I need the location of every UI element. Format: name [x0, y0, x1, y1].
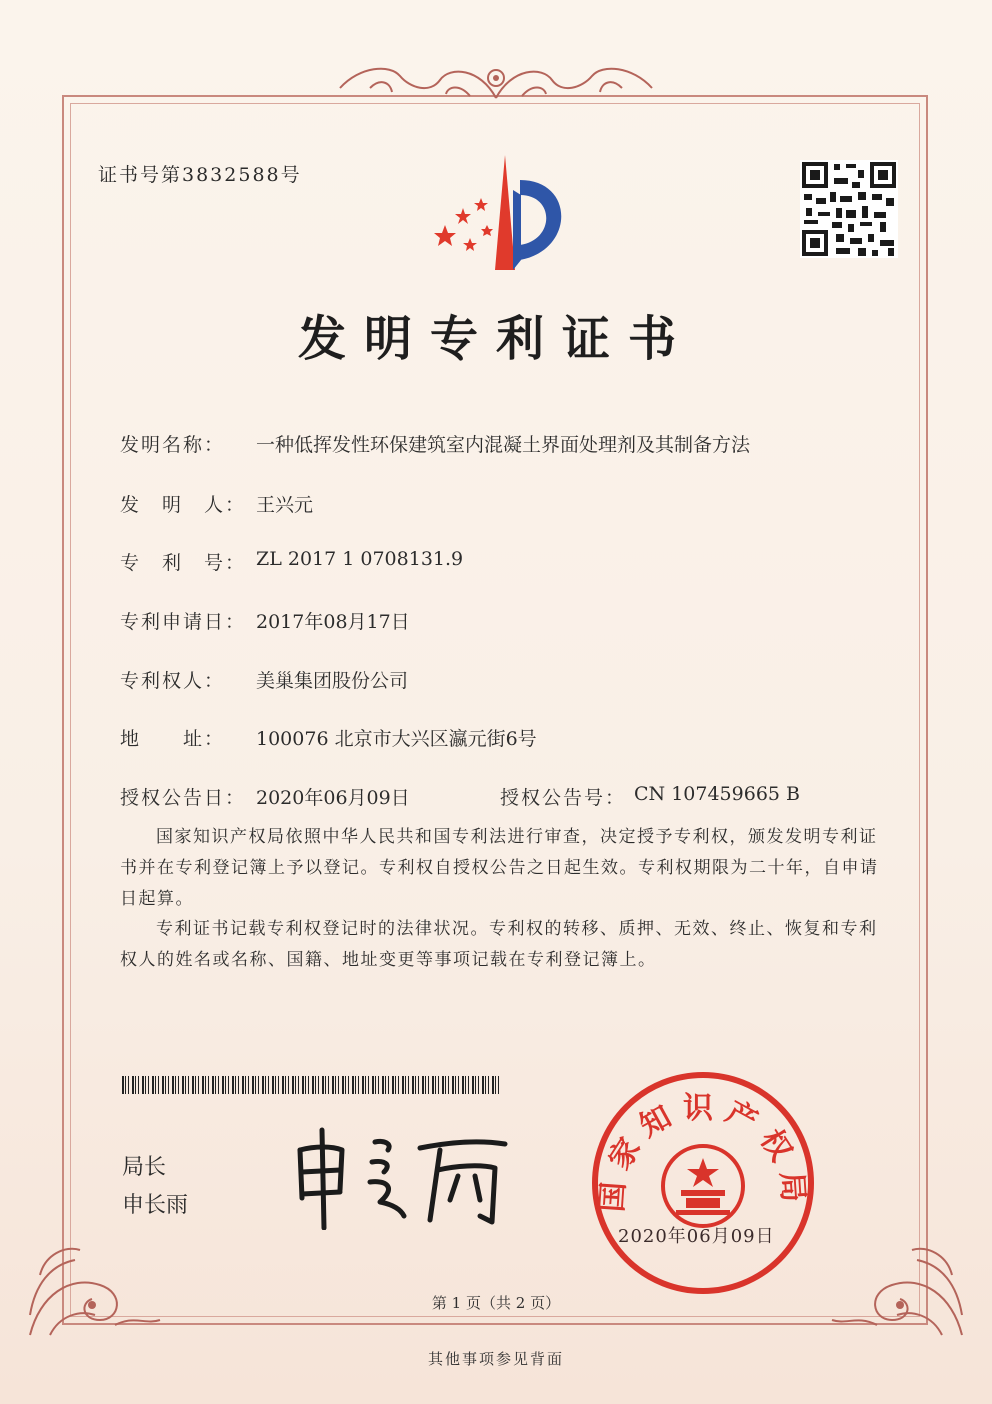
- barcode-bar: [292, 1076, 294, 1094]
- barcode-bar: [448, 1076, 449, 1094]
- seal-date: 2020年06月09日: [618, 1226, 775, 1247]
- barcode-bar: [422, 1076, 424, 1094]
- barcode-bar: [385, 1076, 386, 1094]
- barcode-bar: [218, 1076, 219, 1094]
- barcode-bar: [145, 1076, 146, 1094]
- barcode-bar: [158, 1076, 159, 1094]
- barcode-bar: [285, 1076, 286, 1094]
- barcode-bar: [498, 1076, 499, 1094]
- official-seal: [588, 1068, 818, 1298]
- barcode-bar: [155, 1076, 156, 1094]
- barcode-bar: [402, 1076, 404, 1094]
- field-value-address: 100076 北京市大兴区瀛元街6号: [256, 728, 537, 750]
- field-label-application-date: 专利申请日：: [120, 611, 247, 633]
- barcode-bar: [445, 1076, 446, 1094]
- barcode-bar: [322, 1076, 324, 1094]
- field-label-patentee: 专利权人：: [120, 670, 226, 692]
- barcode-bar: [468, 1076, 469, 1094]
- barcode-bar: [222, 1076, 224, 1094]
- barcode-bar: [255, 1076, 256, 1094]
- barcode-bar: [188, 1076, 189, 1094]
- footer-note: 其他事项参见背面: [427, 1350, 564, 1368]
- field-value-patent-number: ZL 2017 1 0708131.9: [256, 548, 464, 570]
- barcode-bar: [138, 1076, 139, 1094]
- barcode-bar: [372, 1076, 374, 1094]
- barcode-bar: [478, 1076, 479, 1094]
- barcode-bar: [152, 1076, 154, 1094]
- barcode-bar: [485, 1076, 486, 1094]
- barcode-bar: [305, 1076, 306, 1094]
- seal-text: 国家知识产权局: [594, 1091, 812, 1214]
- barcode-bar: [135, 1076, 136, 1094]
- barcode-bar: [432, 1076, 434, 1094]
- barcode-bar: [438, 1076, 439, 1094]
- field-label-inventor: 发 明 人：: [120, 494, 247, 516]
- barcode-bar: [162, 1076, 164, 1094]
- barcode-bar: [405, 1076, 406, 1094]
- field-value-grant-date: 2020年06月09日: [256, 787, 410, 809]
- certificate-number: 证书号第3832588号: [98, 164, 302, 186]
- barcode-bar: [362, 1076, 364, 1094]
- barcode-bar: [475, 1076, 476, 1094]
- barcode-bar: [358, 1076, 359, 1094]
- field-label-announcement-number: 授权公告号：: [500, 787, 627, 809]
- barcode-bar: [252, 1076, 254, 1094]
- barcode-bar: [198, 1076, 199, 1094]
- barcode-bar: [258, 1076, 259, 1094]
- barcode-bar: [418, 1076, 419, 1094]
- barcode-bar: [238, 1076, 239, 1094]
- field-value-announcement-number: CN 107459665 B: [634, 783, 800, 805]
- barcode-bar: [215, 1076, 216, 1094]
- barcode-bar: [352, 1076, 354, 1094]
- barcode-bar: [235, 1076, 236, 1094]
- barcode-bar: [178, 1076, 179, 1094]
- barcode-bar: [375, 1076, 376, 1094]
- director-name: 申长雨: [122, 1193, 189, 1218]
- barcode-bar: [128, 1076, 129, 1094]
- barcode-bar: [398, 1076, 399, 1094]
- barcode-bar: [472, 1076, 474, 1094]
- barcode-bar: [242, 1076, 244, 1094]
- barcode-bar: [382, 1076, 384, 1094]
- barcode-bar: [328, 1076, 329, 1094]
- barcode-bar: [492, 1076, 494, 1094]
- barcode-bar: [348, 1076, 349, 1094]
- statement-paragraph-2: 专利证书记载专利权登记时的法律状况。专利权的转移、质押、无效、终止、恢复和专利权人的姓名或名称、国籍、地址变更等事项记载在专利登记簿上。: [120, 919, 878, 970]
- barcode-bar: [208, 1076, 209, 1094]
- field-label-address: 地 址：: [120, 728, 226, 750]
- barcode-bar: [185, 1076, 186, 1094]
- corner-ornament-bottom-right: [822, 1215, 972, 1345]
- barcode-bar: [415, 1076, 416, 1094]
- barcode-bar: [165, 1076, 166, 1094]
- certificate-title: 发明专利证书: [297, 311, 694, 367]
- barcode-bar: [425, 1076, 426, 1094]
- field-label-grant-date: 授权公告日：: [120, 787, 247, 809]
- barcode-bar: [275, 1076, 276, 1094]
- barcode-bar: [272, 1076, 274, 1094]
- barcode-bar: [325, 1076, 326, 1094]
- barcode-bar: [365, 1076, 366, 1094]
- barcode-bar: [175, 1076, 176, 1094]
- barcode-bar: [342, 1076, 344, 1094]
- barcode-bar: [442, 1076, 444, 1094]
- barcode-bar: [355, 1076, 356, 1094]
- barcode-bar: [345, 1076, 346, 1094]
- director-signature: [280, 1120, 520, 1230]
- barcode-bar: [192, 1076, 194, 1094]
- barcode-bar: [288, 1076, 289, 1094]
- barcode-bar: [488, 1076, 489, 1094]
- field-value-inventor: 王兴元: [256, 494, 314, 516]
- barcode-bar: [318, 1076, 319, 1094]
- field-label-invention-name: 发明名称：: [120, 434, 226, 456]
- top-ornament: [330, 58, 662, 104]
- barcode-bar: [282, 1076, 284, 1094]
- barcode-bar: [428, 1076, 429, 1094]
- barcode-bar: [388, 1076, 389, 1094]
- barcode-bar: [248, 1076, 249, 1094]
- barcode-bar: [125, 1076, 126, 1094]
- barcode-bar: [232, 1076, 234, 1094]
- barcode-bar: [262, 1076, 264, 1094]
- barcode-bar: [312, 1076, 314, 1094]
- barcode-bar: [302, 1076, 304, 1094]
- barcode-bar: [225, 1076, 226, 1094]
- barcode-bar: [482, 1076, 484, 1094]
- barcode-bar: [368, 1076, 369, 1094]
- barcode-bar: [205, 1076, 206, 1094]
- barcode-bar: [122, 1076, 124, 1094]
- barcode-bar: [458, 1076, 459, 1094]
- barcode-bar: [315, 1076, 316, 1094]
- barcode-bar: [308, 1076, 309, 1094]
- statement-paragraph-1: 国家知识产权局依照中华人民共和国专利法进行审查，决定授予专利权，颁发发明专利证书并在专利登记簿上予以登记。专利权自授权公告之日起生效。专利权期限为二十年，自申请日起算。: [120, 827, 879, 909]
- barcode-bar: [332, 1076, 334, 1094]
- field-value-patentee: 美巢集团股份公司: [256, 670, 409, 692]
- field-value-invention-name: 一种低挥发性环保建筑室内混凝土界面处理剂及其制备方法: [256, 434, 751, 456]
- qr-code: [800, 160, 898, 258]
- barcode-bar: [245, 1076, 246, 1094]
- barcode-bar: [268, 1076, 269, 1094]
- barcode-bar: [455, 1076, 456, 1094]
- barcode-bar: [228, 1076, 229, 1094]
- barcode-bar: [265, 1076, 266, 1094]
- national-emblem-icon: [663, 1146, 743, 1226]
- barcode-bar: [142, 1076, 144, 1094]
- director-title: 局长: [122, 1155, 167, 1180]
- barcode-bar: [168, 1076, 169, 1094]
- barcode-bar: [148, 1076, 149, 1094]
- barcode-bar: [132, 1076, 134, 1094]
- field-label-patent-number: 专 利 号：: [120, 552, 247, 574]
- barcode-bar: [452, 1076, 454, 1094]
- barcode-bar: [495, 1076, 496, 1094]
- barcode-bar: [392, 1076, 394, 1094]
- barcode-bar: [212, 1076, 214, 1094]
- barcode-bar: [395, 1076, 396, 1094]
- barcode-bar: [465, 1076, 466, 1094]
- barcode-bar: [278, 1076, 279, 1094]
- barcode-bar: [202, 1076, 204, 1094]
- barcode: [122, 1076, 506, 1094]
- barcode-bar: [408, 1076, 409, 1094]
- barcode-bar: [195, 1076, 196, 1094]
- barcode-bar: [378, 1076, 379, 1094]
- barcode-bar: [412, 1076, 414, 1094]
- barcode-bar: [295, 1076, 296, 1094]
- barcode-bar: [298, 1076, 299, 1094]
- barcode-bar: [172, 1076, 174, 1094]
- patent-office-logo: [425, 150, 585, 280]
- barcode-bar: [335, 1076, 336, 1094]
- barcode-bar: [435, 1076, 436, 1094]
- barcode-bar: [462, 1076, 464, 1094]
- barcode-bar: [182, 1076, 184, 1094]
- corner-ornament-bottom-left: [20, 1215, 170, 1345]
- barcode-bar: [338, 1076, 339, 1094]
- page-number: 第 1 页（共 2 页）: [431, 1294, 561, 1312]
- field-value-application-date: 2017年08月17日: [256, 611, 410, 633]
